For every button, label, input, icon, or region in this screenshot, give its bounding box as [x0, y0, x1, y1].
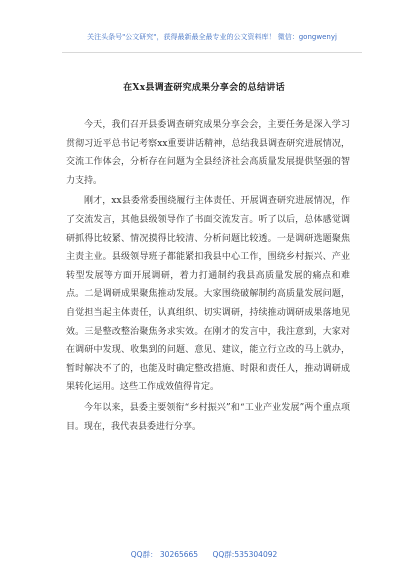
paragraph-1: 今天，我们召开县委调查研究成果分享会会，主要任务是深入学习贯彻习近平总书记考察xx重要讲话精神，总结我县调查研究进展情况，交流工作体会，分析存在问题为全县经济社会高质量发展提供坚强的智力支持。	[66, 120, 350, 186]
header-banner-text: 关注头条号"公文研究"，获得最新最全最专业的公文资料库！ 微信：gongwenyj	[87, 33, 337, 41]
document-title: 在Xx县调查研究成果分享会的总结讲话	[123, 83, 285, 93]
footer-qq-group-2: QQ群:535304092	[212, 550, 278, 559]
header-divider	[62, 52, 362, 53]
document-body	[66, 116, 350, 438]
paragraph-3: 今年以来，县委主要领衔“乡村振兴”和“工业产业发展”两个重点项目。现在，我代表县委进行分享。	[66, 402, 350, 432]
footer	[0, 549, 408, 560]
paragraph-2: 刚才，xx县委常委围绕履行主体责任、开展调查研究进展情况，作了交流发言，其他县级领导作了书面交流发言。听了以后，总体感觉调研抓得比较紧、情况摸得比较清、分析问题比较透。一是调研选题聚焦主责主业。县级领导班子都能紧扣我县中心工作，围绕乡村振兴、产业转型发展等方面开展调研，着力打通制约我县高质量发展的痛点和难点。二是调研成果聚焦推动发展。大家围绕破解制约高质量发展问题，自觉担当起主体责任，认真组织、切实调研，持续推动调研成果落地见效。三是整改整治聚焦务求实效。在刚才的发言中，我注意到，大家对在调研中发现、收集到的问题、意见、建议，能立行立改的马上就办，暂时解决不了的，也能及时确定整改措施、时限和责任人，推动调研成果转化运用。这些工作成效值得肯定。	[66, 196, 350, 393]
footer-qq-group-1: QQ群： 30265665	[130, 550, 199, 559]
header-banner	[62, 4, 362, 54]
